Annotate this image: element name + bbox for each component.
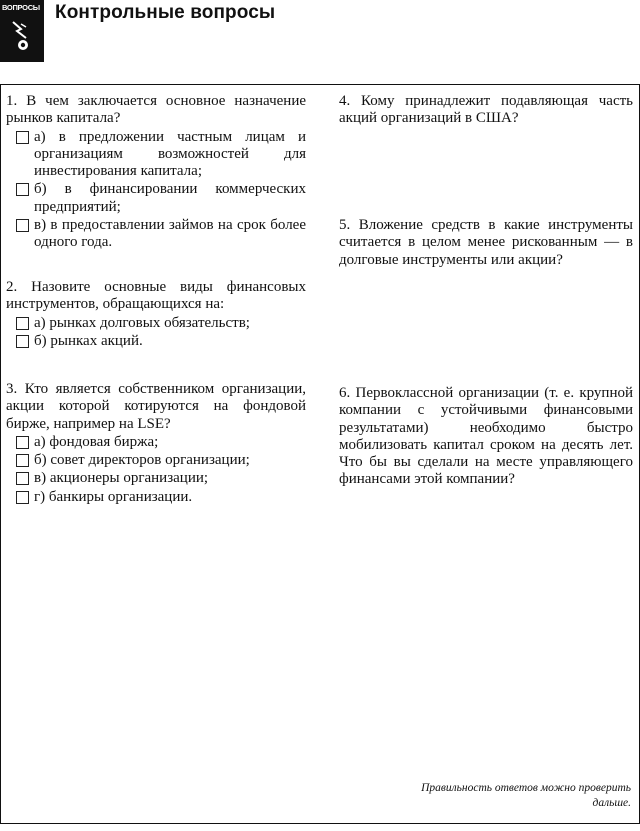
page-title: Контрольные вопросы xyxy=(55,2,276,23)
question-number: 1. xyxy=(6,93,18,109)
answers-note xyxy=(421,781,631,811)
answer-option: а) рынках долговых обязательств; xyxy=(6,315,306,332)
question-6 xyxy=(339,385,633,489)
answer-option: б) рынках акций. xyxy=(6,333,306,350)
answer-option: б) совет директоров организации; xyxy=(6,452,306,469)
question-number: 6. xyxy=(339,385,351,401)
question-4 xyxy=(339,93,633,128)
checkbox[interactable] xyxy=(16,491,29,504)
question-2 xyxy=(6,279,306,350)
checkbox[interactable] xyxy=(16,472,29,485)
answer-option: а) фондовая биржа; xyxy=(6,434,306,451)
answer-option: б) в финансировании коммерческих предприятий; xyxy=(6,181,306,216)
checkbox[interactable] xyxy=(16,183,29,196)
questions-frame xyxy=(0,84,640,824)
question-text: Первоклассной организации (т. е. крупной компании с устойчивыми финансовыми результатами) необходимо быстро мобилизовать капитал сроком на десять лет. Что бы вы сделали на месте управляющего финансами этой компании? xyxy=(339,385,634,488)
question-5 xyxy=(339,217,633,269)
checkbox[interactable] xyxy=(16,335,29,348)
checkbox[interactable] xyxy=(16,317,29,330)
question-text: В чем заключается основное назначение рынков капитала? xyxy=(6,93,307,127)
answers-note-line: Правильность ответов можно проверить xyxy=(421,782,631,794)
question-number: 2. xyxy=(6,279,18,295)
question-lightning-icon xyxy=(10,18,34,52)
question-number: 3. xyxy=(6,381,18,397)
section-badge xyxy=(0,0,44,62)
question-1 xyxy=(6,93,306,252)
question-text: Назовите основные виды финансовых инструментов, обращающихся на: xyxy=(6,279,307,313)
answer-option: в) в предоставлении займов на срок более одного года. xyxy=(6,217,306,252)
question-text: Кто является собственником организации, акции которой котируются на фондовой бирже, например на LSE? xyxy=(6,381,307,432)
answer-option: в) акционеры организации; xyxy=(6,470,306,487)
question-3 xyxy=(6,381,306,506)
checkbox[interactable] xyxy=(16,219,29,232)
answer-option: г) банкиры организации. xyxy=(6,489,306,506)
question-number: 5. xyxy=(339,217,351,233)
right-column xyxy=(339,93,634,488)
question-number: 4. xyxy=(339,93,351,109)
badge-label: ВОПРОСЫ xyxy=(2,3,40,12)
question-text: Вложение средств в какие инструменты считается в целом менее рискованным — в долговые инструменты или акции? xyxy=(339,217,633,268)
checkbox[interactable] xyxy=(16,436,29,449)
answers-note-line: дальше. xyxy=(592,797,631,809)
checkbox[interactable] xyxy=(16,454,29,467)
checkbox[interactable] xyxy=(16,131,29,144)
question-text: Кому принадлежит подавляющая часть акций организаций в США? xyxy=(339,93,633,127)
answer-option: а) в предложении частным лицам и организациям возможностей для инвестирования капитала; xyxy=(6,129,306,181)
left-column xyxy=(6,93,307,505)
